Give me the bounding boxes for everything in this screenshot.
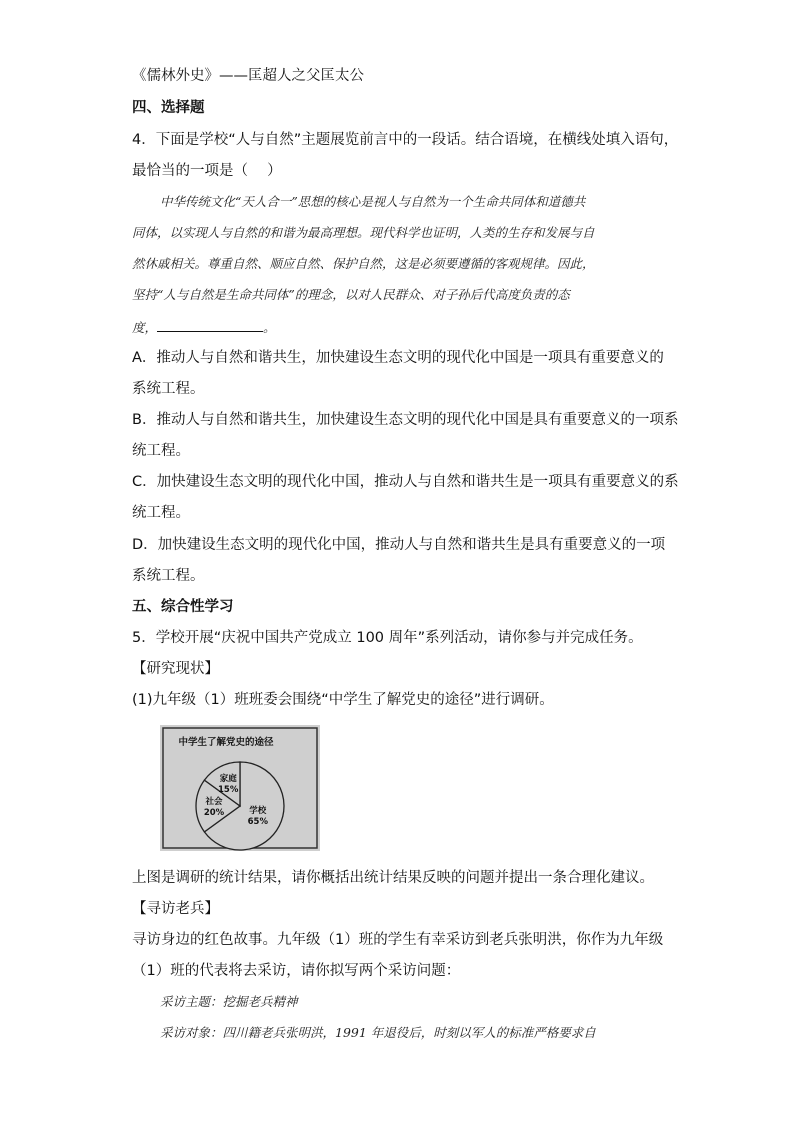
subtask-2: 寻访身边的红色故事。九年级（1）班的学生有幸采访到老兵张明洪，你作为九年级 — [132, 932, 664, 948]
question-4-stem: 4．下面是学校“人与自然”主题展览前言中的一段话。结合语境，在横线处填入语句， — [132, 132, 679, 148]
answer-blank — [157, 317, 263, 332]
passage-line: 然休戚相关。尊重自然、顺应自然、保护自然，这是必须要遵循的客观规律。因此， — [132, 256, 595, 271]
passage-line: 坚持“人与自然是生命共同体”的理念，以对人民群众、对子孙后代高度负责的态 — [132, 287, 570, 302]
pie-chart — [160, 725, 320, 851]
slice-label: 家庭 — [219, 773, 237, 784]
slice-percent-label: 15% — [218, 784, 239, 795]
pie-chart-figure — [160, 725, 320, 851]
option-c: C．加快建设生态文明的现代化中国，推动人与自然和谐共生是一项具有重要意义的系 — [132, 474, 679, 490]
subtask-2-cont: （1）班的代表将去采访，请你拟写两个采访问题： — [132, 963, 461, 979]
option-a-cont: 系统工程。 — [132, 381, 205, 397]
text-line: 《儒林外史》——匡超人之父匡太公 — [132, 68, 364, 84]
interview-subject: 采访对象：四川籍老兵张明洪，1991 年退役后，时刻以军人的标准严格要求自 — [160, 1025, 596, 1040]
chart-title: 中学生了解党史的途径 — [178, 737, 274, 748]
slice-percent-label: 65% — [247, 817, 268, 828]
passage-text: 。 — [263, 320, 276, 335]
passage-line: 中华传统文化“天人合一”思想的核心是视人与自然为一个生命共同体和道德共 — [160, 194, 586, 209]
section-heading: 五、综合性学习 — [132, 599, 234, 615]
slice-label: 社会 — [205, 797, 223, 807]
section-heading: 四、选择题 — [132, 100, 205, 116]
subheading-veteran: 【寻访老兵】 — [132, 901, 219, 917]
slice-percent-label: 20% — [203, 808, 225, 818]
question-4-stem-cont: 最恰当的一项是（ ） — [132, 163, 282, 179]
passage-line-with-blank — [132, 317, 276, 337]
option-d-cont: 系统工程。 — [132, 568, 205, 584]
option-b-cont: 统工程。 — [132, 443, 190, 459]
subheading-research: 【研究现状】 — [132, 661, 219, 677]
option-b: B．推动人与自然和谐共生，加快建设生态文明的现代化中国是具有重要意义的一项系 — [132, 412, 679, 428]
question-5-stem: 5．学校开展“庆祝中国共产党成立 100 周年”系列活动，请你参与并完成任务。 — [132, 630, 643, 646]
subtask-1: (1)九年级（1）班班委会围绕“中学生了解党史的途径”进行调研。 — [132, 692, 554, 708]
option-d: D．加快建设生态文明的现代化中国，推动人与自然和谐共生是具有重要意义的一项 — [132, 537, 666, 553]
passage-text: 度， — [132, 320, 158, 335]
interview-topic: 采访主题：挖掘老兵精神 — [160, 994, 298, 1009]
slice-label: 学校 — [249, 806, 267, 817]
chart-question: 上图是调研的统计结果，请你概括出统计结果反映的问题并提出一条合理化建议。 — [132, 870, 654, 886]
option-c-cont: 统工程。 — [132, 505, 190, 521]
passage-line: 同体，以实现人与自然的和谐为最高理想。现代科学也证明，人类的生存和发展与自 — [132, 225, 595, 240]
option-a: A．推动人与自然和谐共生，加快建设生态文明的现代化中国是一项具有重要意义的 — [132, 350, 664, 366]
